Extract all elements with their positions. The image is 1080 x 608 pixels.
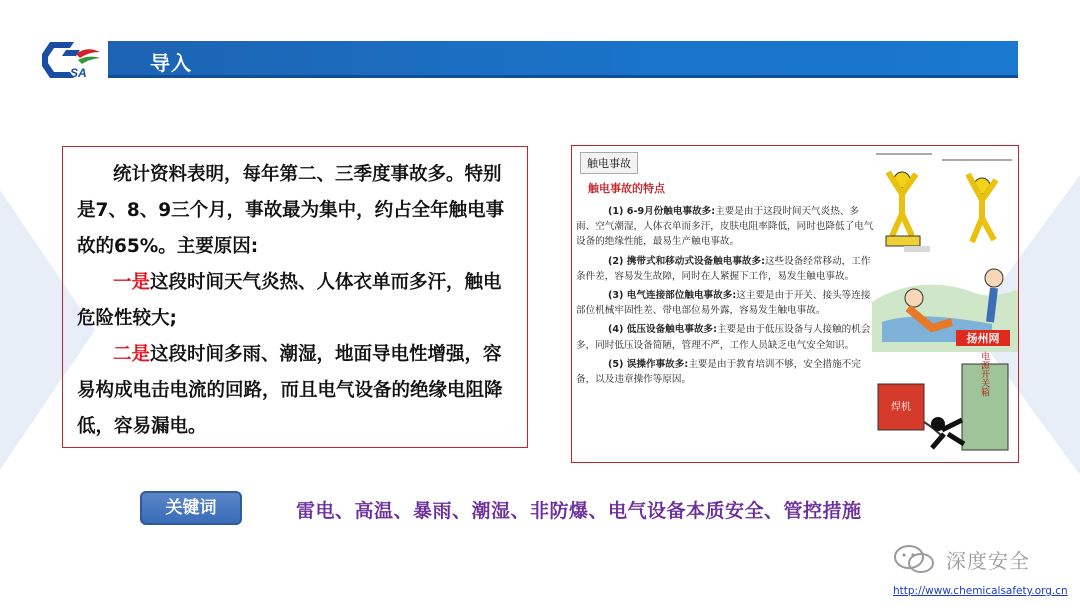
wechat-icon xyxy=(893,543,937,575)
reason-two xyxy=(77,337,515,445)
explanation-panel xyxy=(62,146,528,448)
doc-text xyxy=(576,204,876,391)
reason-one xyxy=(77,265,515,337)
source-url-link[interactable]: http://www.chemicalsafety.org.cn xyxy=(893,585,1068,597)
svg-text:SA: SA xyxy=(70,66,87,80)
welder-switchbox-icon xyxy=(878,350,1008,450)
doc-item: (4) 低压设备触电事故多:主要是由于低压设备与人接触的机会多，同时低压设备简陋，管理不严，工作人员缺乏电气安全知识。 xyxy=(576,324,871,351)
document-image-panel xyxy=(571,145,1019,463)
svg-text:焊机: 焊机 xyxy=(891,402,911,413)
reason-two-text: 这段时间多雨、潮湿，地面导电性增强，容易构成电击电流的回路，而且电气设备的绝缘电阻降低，容易漏电。 xyxy=(77,344,503,437)
watermark-text: 深度安全 xyxy=(946,549,1030,573)
electrocution-illustration xyxy=(872,152,1018,458)
shock-figures-icon xyxy=(876,154,1012,252)
title-bar xyxy=(108,41,1018,78)
doc-item: (1) 6-9月份触电事故多:主要是由于这段时间天气炎热、多雨、空气潮湿，人体衣单而多汗，皮肤电阻率降低，同时也降低了电气设备的绝缘性能，最易生产触电事故。 xyxy=(576,206,874,248)
doc-subtitle: 触电事故的特点 xyxy=(588,182,665,195)
keyword-button[interactable]: 关键词 xyxy=(140,491,242,525)
doc-item: (5) 误操作事故多:主要是由于教育培训不够，安全措施不完备，以及违章操作等原因。 xyxy=(576,358,861,386)
intro-paragraph: 统计资料表明，每年第二、三季度事故多。特别是7、8、9三个月，事故最为集中，约占全年触电事故的65%。主要原因: xyxy=(77,164,505,257)
page-title: 导入 xyxy=(150,51,192,75)
flood-scene-icon xyxy=(872,269,1018,352)
reason-two-label: 二是 xyxy=(113,344,151,365)
svg-text:扬州网: 扬州网 xyxy=(966,333,1000,345)
reason-one-text: 这段时间天气炎热、人体衣单而多汗，触电危险性较大; xyxy=(77,272,502,329)
keywords-text: 雷电、高温、暴雨、潮湿、非防爆、电气设备本质安全、管控措施 xyxy=(296,500,862,522)
reason-one-label: 一是 xyxy=(113,272,151,293)
doc-item: (3) 电气连接部位触电事故多:这主要是由于开关、接头等连接部位机械牢固性差、带电部位易外露，容易发生触电事故。 xyxy=(576,290,871,317)
csa-logo xyxy=(40,40,102,80)
svg-text:电源开关箱: 电源开关箱 xyxy=(980,351,990,397)
doc-item: (2) 携带式和移动式设备触电事故多:这些设备经常移动，工作条件差，容易发生故障，同时在人紧握下工作，易发生触电事故。 xyxy=(576,255,871,282)
doc-tab: 触电事故 xyxy=(580,152,638,174)
